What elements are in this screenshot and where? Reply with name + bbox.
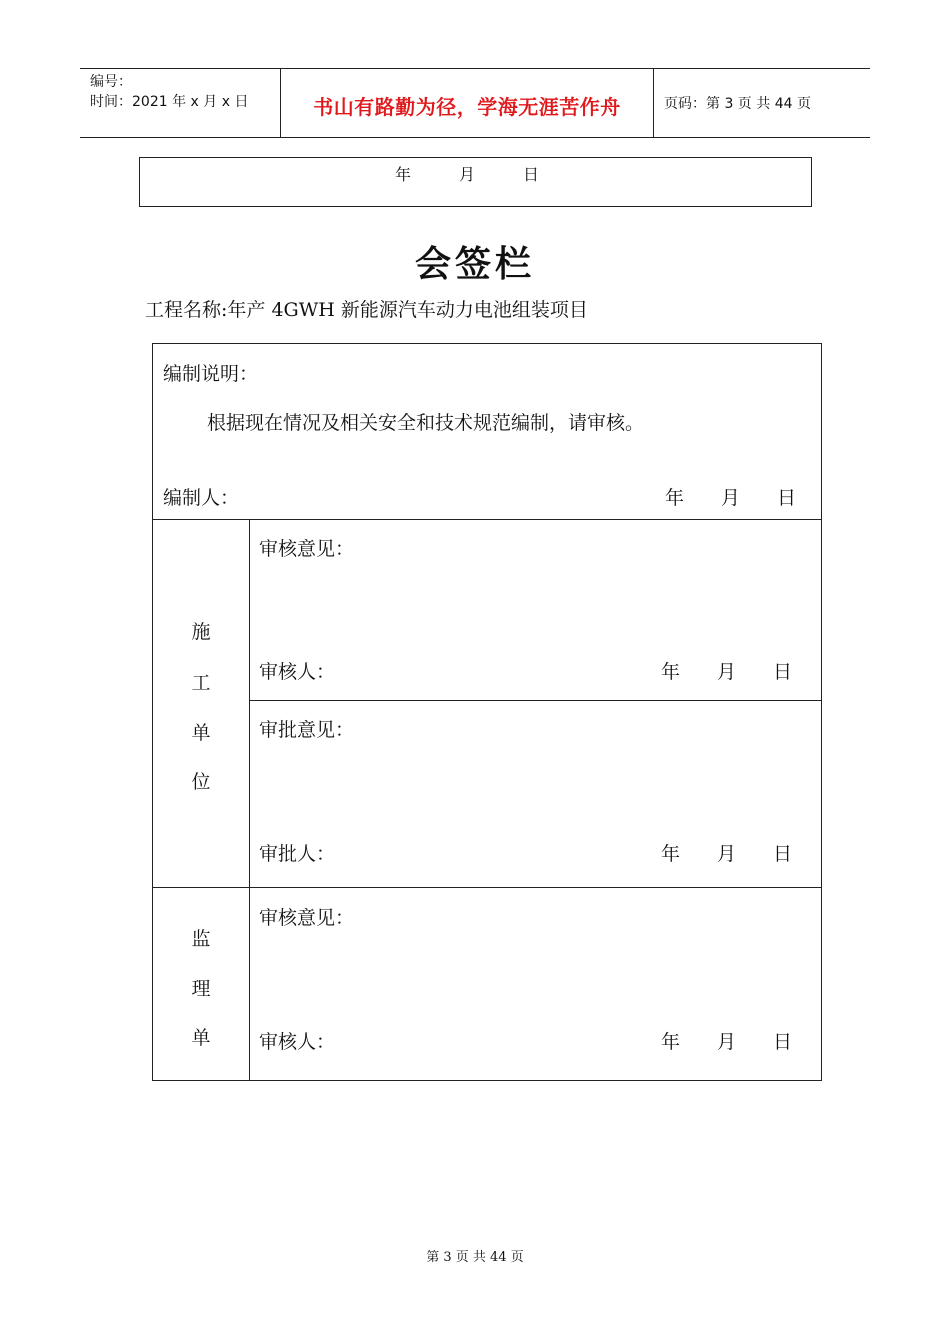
construction-review-month: 月: [717, 661, 737, 683]
column-divider: [249, 519, 250, 1080]
supervision-review-month: 月: [717, 1031, 737, 1053]
compile-date-month: 月: [721, 487, 741, 509]
header-motto: 书山有路勤为径，学海无涯苦作舟: [313, 95, 621, 119]
page-footer: 第 3 页 共 44 页: [426, 1250, 524, 1265]
construction-reviewer-label: 审核人：: [259, 661, 336, 683]
supervision-review-label: 审核意见：: [259, 907, 355, 929]
construction-review-year: 年: [661, 661, 681, 683]
supervision-unit-char: 理: [191, 978, 211, 1000]
page-info: 页码：第 3 页 共 44 页: [664, 96, 811, 112]
row-divider: [153, 887, 821, 888]
doc-time-label: 时间：2021 年 x 月 x 日: [90, 94, 249, 110]
top-date-year: 年: [395, 165, 412, 184]
page-header: [80, 68, 870, 138]
doc-number-label: 编号：: [90, 74, 132, 90]
construction-unit-char: 单: [191, 722, 211, 744]
compile-date-year: 年: [665, 487, 685, 509]
construction-unit-char: 位: [191, 771, 211, 793]
construction-approve-label: 审批意见：: [259, 719, 355, 741]
top-date-month: 月: [459, 165, 476, 184]
construction-unit-char: 工: [191, 672, 211, 694]
supervision-unit-char: 监: [191, 928, 211, 950]
top-date: [395, 162, 539, 185]
signoff-table: [152, 343, 822, 1081]
compile-content: 根据现在情况及相关安全和技术规范编制，请审核。: [207, 412, 645, 434]
construction-review-day: 日: [773, 661, 793, 683]
supervision-reviewer-label: 审核人：: [259, 1031, 336, 1053]
page-title: 会签栏: [414, 244, 535, 285]
compile-date-day: 日: [777, 487, 797, 509]
top-date-day: 日: [523, 165, 540, 184]
header-center-cell: [281, 69, 654, 137]
row-divider: [153, 519, 821, 520]
supervision-unit-char: 单: [191, 1027, 211, 1049]
supervision-review-day: 日: [773, 1031, 793, 1053]
project-name: 工程名称:年产 4GWH 新能源汽车动力电池组装项目: [145, 299, 588, 321]
construction-approve-month: 月: [717, 843, 737, 865]
top-date-box: [139, 157, 812, 207]
construction-review-label: 审核意见：: [259, 538, 355, 560]
row-divider: [249, 700, 821, 701]
construction-approve-day: 日: [773, 843, 793, 865]
construction-unit-char: 施: [191, 621, 211, 643]
construction-approver-label: 审批人：: [259, 843, 336, 865]
supervision-review-year: 年: [661, 1031, 681, 1053]
compiler-label: 编制人：: [163, 487, 240, 509]
header-right-cell: [654, 69, 870, 137]
compile-label: 编制说明：: [163, 363, 259, 385]
header-left-cell: [80, 69, 281, 137]
construction-approve-year: 年: [661, 843, 681, 865]
